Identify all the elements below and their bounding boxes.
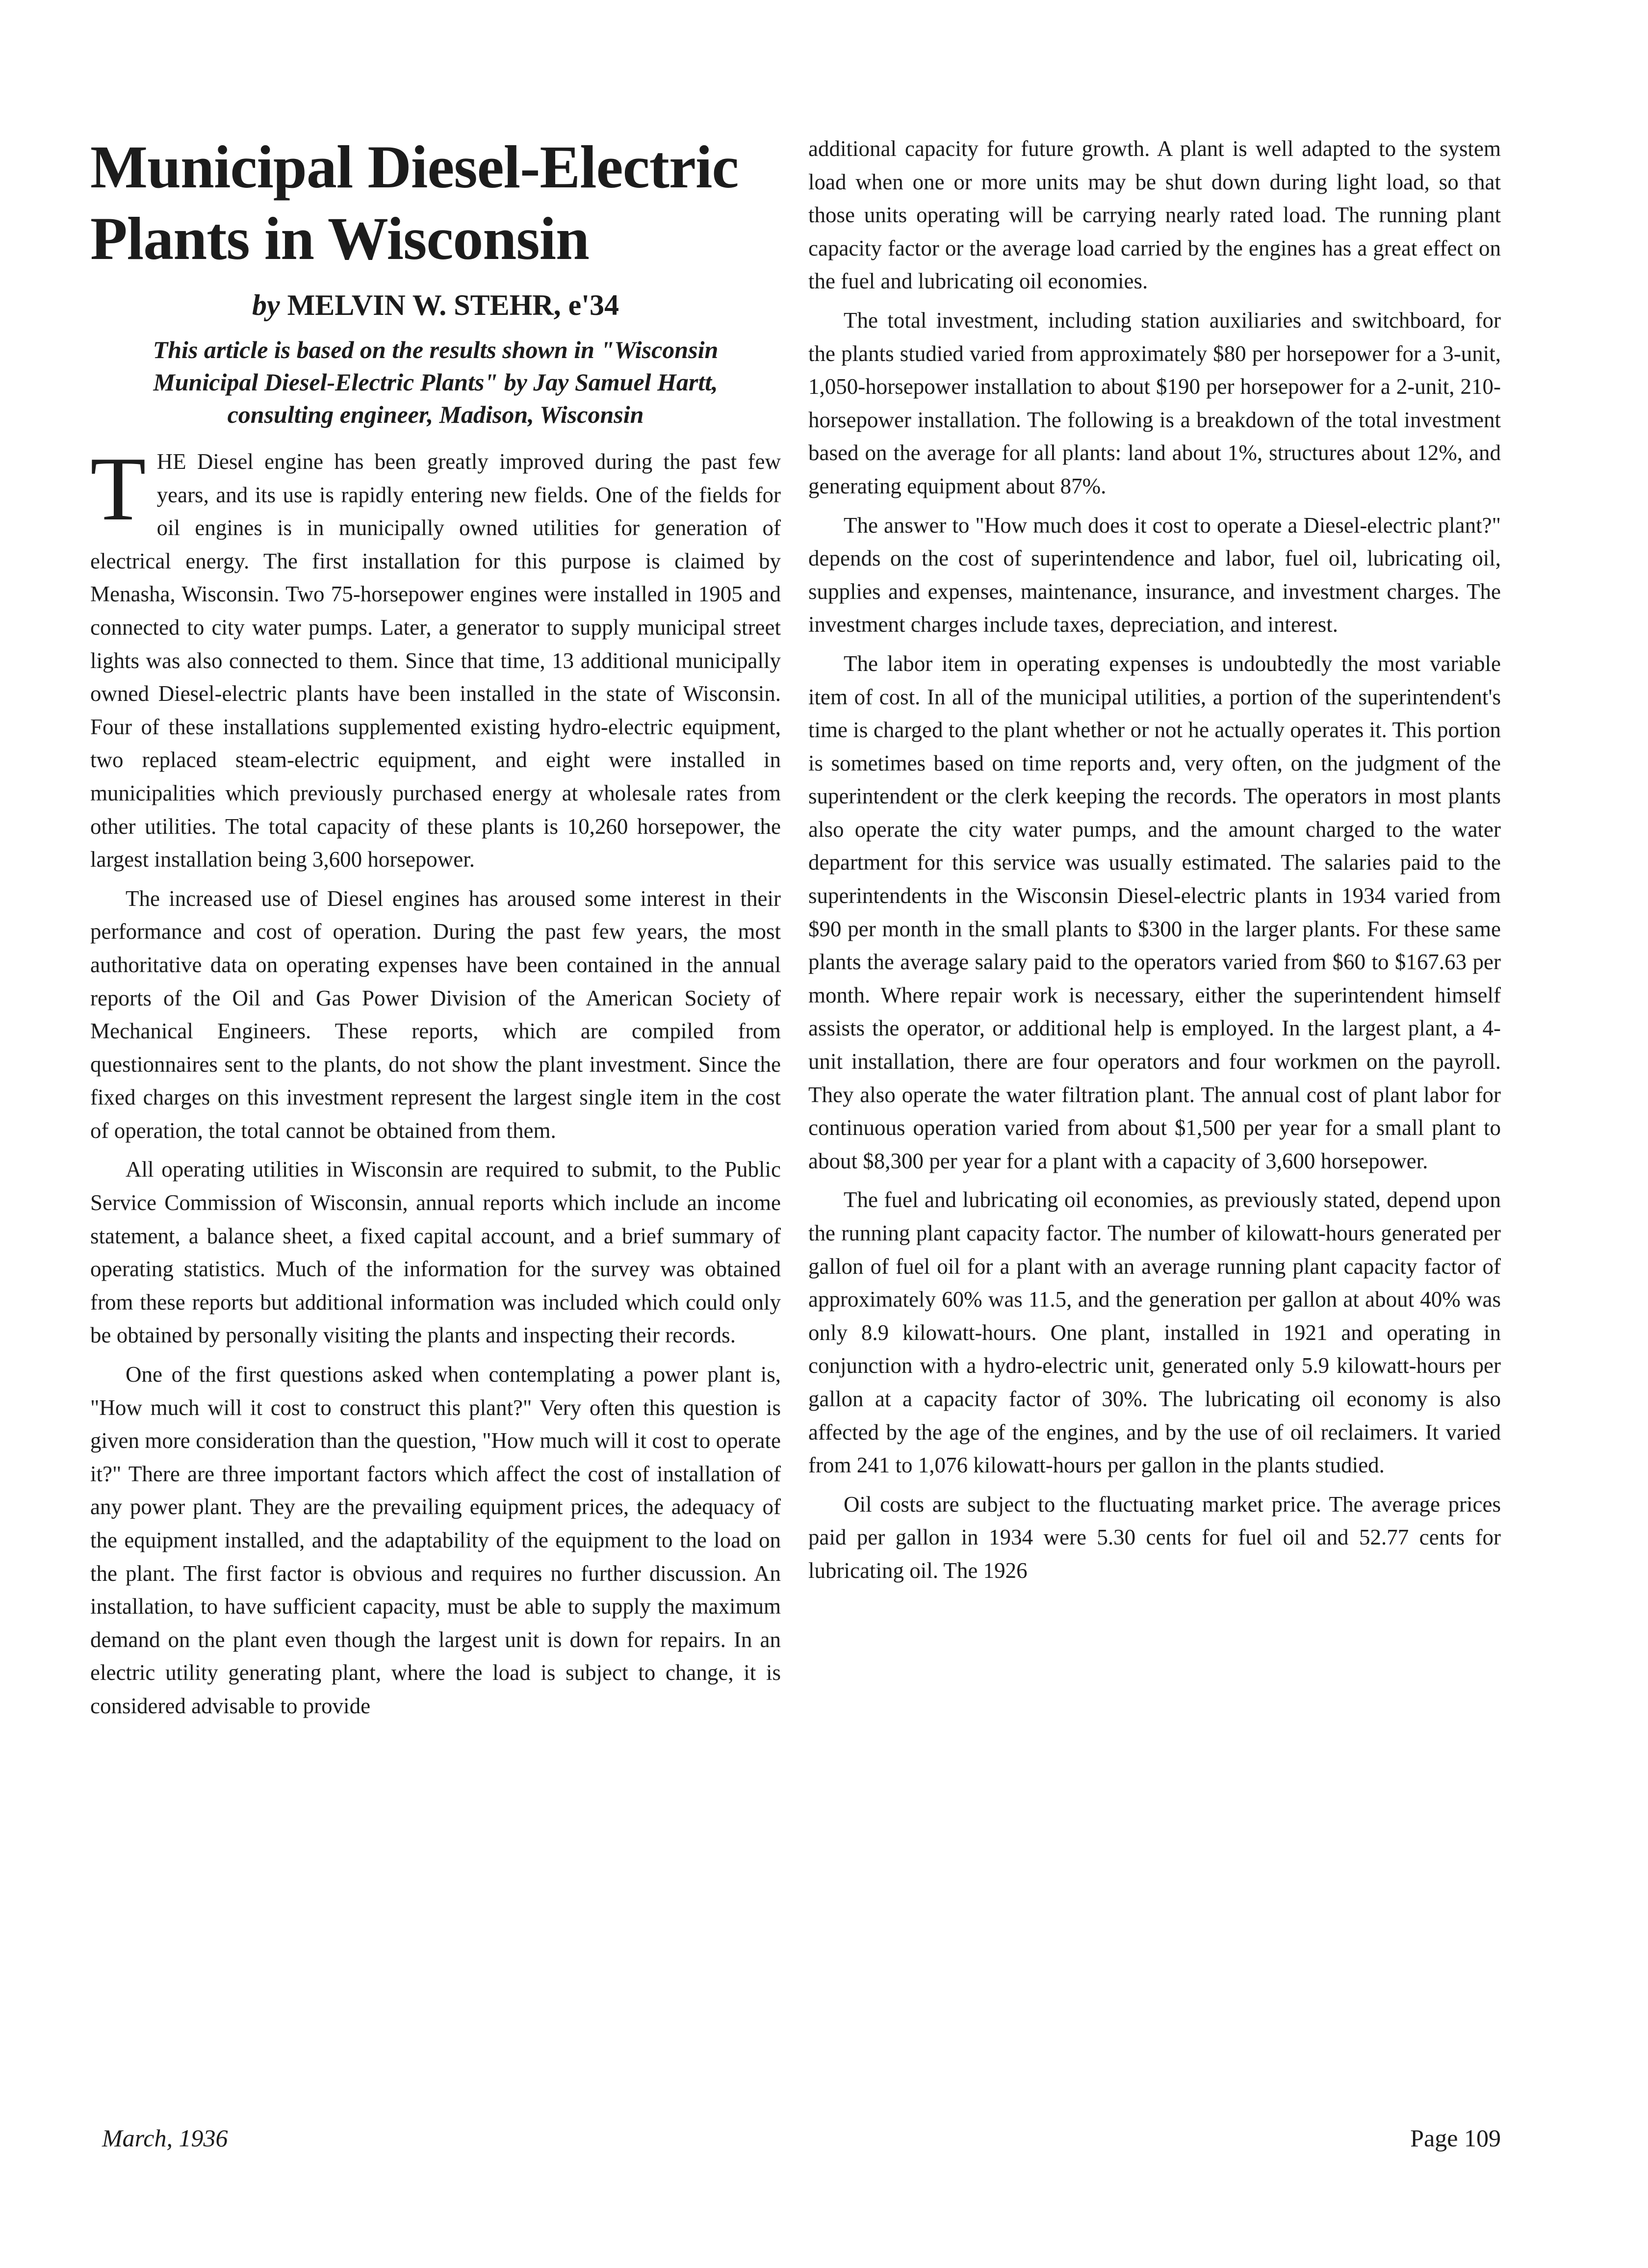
issue-date: March, 1936 xyxy=(102,2124,228,2152)
author-name: MELVIN W. STEHR, e'34 xyxy=(287,289,619,321)
paragraph: The total investment, including station auxiliaries and switchboard, for the plants studied varied from approximately $80 per horsepower for a 3-unit, 1,050-horsepower installation to about $190 per horsepower for a 2-unit, 210-horsepower installation. The following is a breakdown of the total investment based on the average for all plants: land about 1%, structures about 12%, and generating equipment about 87%. xyxy=(808,308,1501,498)
byline-prefix: by xyxy=(252,289,280,321)
right-column xyxy=(808,132,1501,1594)
paragraph: The fuel and lubricating oil economies, as previously stated, depend upon the running plant capacity factor. The number of kilowatt-hours generated per gallon of fuel oil for a plant with an average running plant capacity factor of approximately 60% was 11.5, and the generation per gallon at about 40% was only 8.9 kilowatt-hours. One plant, installed in 1921 and operating in conjunction with a hydro-electric unit, generated only 5.9 kilowatt-hours per gallon at a capacity factor of 30%. The lubricating oil economy is also affected by the age of the engines, and by the use of oil reclaimers. It varied from 241 to 1,076 kilowatt-hours per gallon in the plants studied. xyxy=(808,1187,1501,1478)
article-title: Municipal Diesel-Electric Plants in Wisconsin xyxy=(90,133,739,272)
paragraph: The increased use of Diesel engines has aroused some interest in their performance and cost of operation. During the past few years, the most authoritative data on operating expenses have been contained in the annual reports of the Oil and Gas Power Division of the American Society of Mechanical Engineers. These reports, which are compiled from questionnaires sent to the plants, do not show the plant investment. Since the fixed charges on this investment represent the largest single item in the cost of operation, the total cannot be obtained from them. xyxy=(90,886,781,1143)
paragraph: All operating utilities in Wisconsin are required to submit, to the Public Service Commission of Wisconsin, annual reports which include an income statement, a balance sheet, a fixed capital account, and a brief summary of operating statistics. Much of the information for the survey was obtained from these reports but additional information was included which could only be obtained by personally visiting the plants and inspecting their records. xyxy=(90,1157,781,1348)
page-number: Page 109 xyxy=(1410,2124,1501,2152)
drop-cap: T xyxy=(90,438,146,540)
paragraph: Oil costs are subject to the fluctuating market price. The average prices paid per gallon in 1934 were 5.30 cents for fuel oil and 52.77 cents for lubricating oil. The 1926 xyxy=(808,1492,1501,1583)
paragraph: The labor item in operating expenses is undoubtedly the most variable item of cost. In all of the municipal utilities, a portion of the superintendent's time is charged to the plant whether or not he actually operates it. This portion is sometimes based on time reports and, very often, on the judgment of the superintendent or the clerk keeping the records. The operators in most plants also operate the city water pumps, and the amount charged to the water department for this service was usually estimated. The salaries paid to the superintendents in the Wisconsin Diesel-electric plants in 1934 varied from $90 per month in the small plants to $300 in the larger plants. For these same plants the average salary paid to the operators varied from $60 to $167.63 per month. Where repair work is necessary, either the superintendent himself assists the operator, or additional help is employed. In the largest plant, a 4-unit installation, there are four operators and four workmen on the payroll. They also operate the water filtration plant. The annual cost of plant labor for continuous operation varied from about $1,500 per year for a small plant to about $8,300 per year for a plant with a capacity of 3,600 horsepower. xyxy=(808,651,1501,1173)
byline xyxy=(90,287,781,323)
paragraph-continuation: additional capacity for future growth. A plant is well adapted to the system load when one or more units may be shut down during light load, so that those units operating will be carrying nearly rated load. The running plant capacity factor or the average load carried by the engines has a great effect on the fuel and lubricating oil economies. xyxy=(808,136,1501,294)
paragraph: The answer to "How much does it cost to operate a Diesel-electric plant?" depends on the cost of superintendence and labor, fuel oil, lubricating oil, supplies and expenses, maintenance, insurance, and investment charges. The investment charges include taxes, depreciation, and interest. xyxy=(808,513,1501,637)
intro-note: This article is based on the results shown in "Wisconsin Municipal Diesel-Electric Plants" by Jay Samuel Hartt, consulting engineer, Madison, Wisconsin xyxy=(153,336,719,428)
left-column xyxy=(90,131,781,1729)
paragraph xyxy=(90,438,781,876)
paragraph: One of the first questions asked when contemplating a power plant is, "How much will it cost to construct this plant?" Very often this question is given more consideration than the question, "How much will it cost to operate it?" There are three important factors which affect the cost of installation of any power plant. They are the prevailing equipment prices, the adequacy of the equipment installed, and the adaptability of the equipment to the load on the plant. The first factor is obvious and requires no further discussion. An installation, to have sufficient capacity, must be able to supply the maximum demand on the plant even though the largest unit is down for repairs. In an electric utility generating plant, where the load is subject to change, it is considered advisable to provide xyxy=(90,1362,781,1718)
paragraph-text: HE Diesel engine has been greatly improved during the past few years, and its use is rapidly entering new fields. One of the fields for oil engines is in municipally owned utilities for generation of electrical energy. The first installation for this purpose is claimed by Menasha, Wisconsin. Two 75-horsepower engines were installed in 1905 and connected to city water pumps. Later, a generator to supply municipal street lights was also connected to them. Since that time, 13 additional municipally owned Diesel-electric plants have been installed in the state of Wisconsin. Four of these installations supplemented existing hydro-electric equipment, two replaced steam-electric equipment, and eight were installed in municipalities which previously purchased energy at wholesale rates from other utilities. The total capacity of these plants is 10,260 horsepower, the largest installation being 3,600 horsepower. xyxy=(90,449,781,872)
